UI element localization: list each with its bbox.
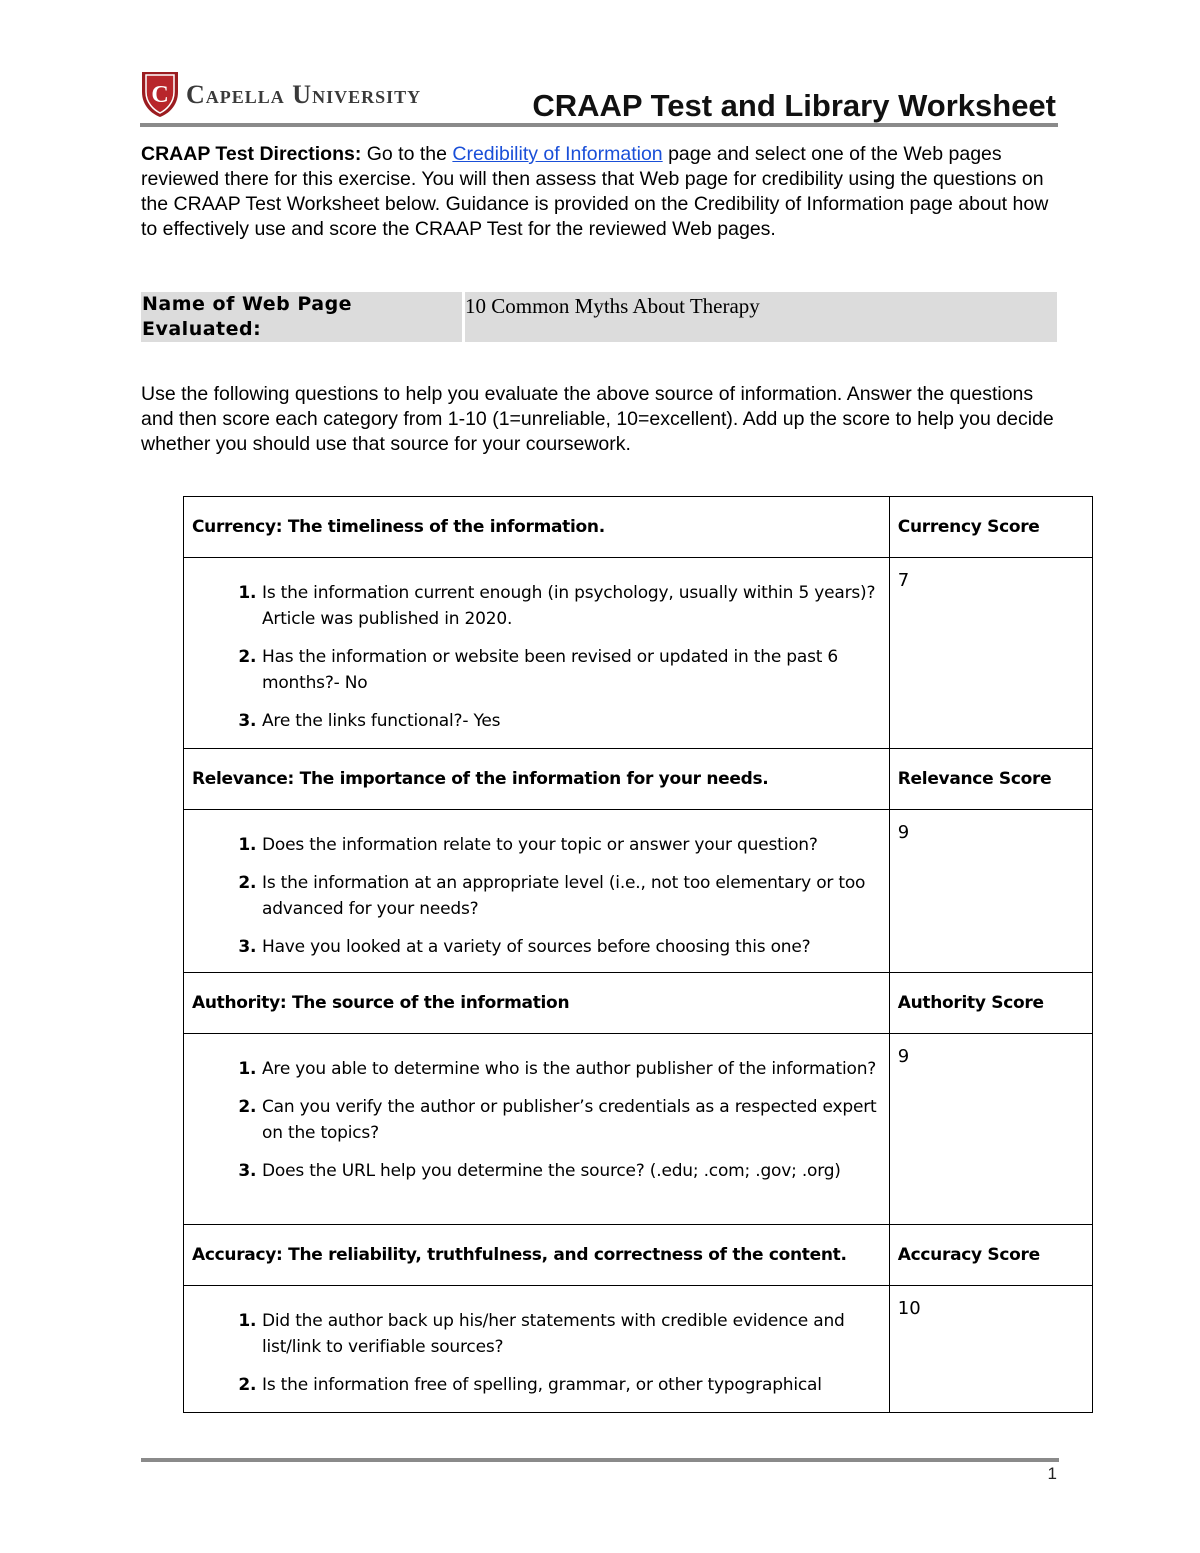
relevance-score-label: Relevance Score — [889, 749, 1092, 810]
currency-questions-cell — [184, 558, 890, 749]
footer-divider — [141, 1458, 1059, 1462]
accuracy-score-value[interactable]: 10 — [889, 1286, 1092, 1413]
question-item: 3. Does the URL help you determine the source? (.edu; .com; .gov; .org) — [262, 1158, 881, 1184]
relevance-questions-cell — [184, 810, 890, 973]
craap-table — [183, 496, 1093, 1413]
question-item: 1. Did the author back up his/her statements with credible evidence and list/link to verifiable sources? — [262, 1308, 881, 1360]
authority-body-row — [184, 1034, 1093, 1225]
accuracy-header-row — [184, 1225, 1093, 1286]
authority-questions-cell — [184, 1034, 890, 1225]
credibility-of-information-link[interactable]: Credibility of Information — [452, 143, 663, 165]
currency-score-value[interactable]: 7 — [889, 558, 1092, 749]
webpage-name-label: Name of Web Page Evaluated: — [141, 292, 462, 342]
directions-text-before-link: Go to the — [361, 143, 453, 165]
authority-score-value[interactable]: 9 — [889, 1034, 1092, 1225]
authority-score-label: Authority Score — [889, 973, 1092, 1034]
relevance-question-list — [192, 832, 881, 960]
question-item: 3. Have you looked at a variety of sources before choosing this one? — [262, 934, 881, 960]
directions-lead: CRAAP Test Directions: — [141, 143, 362, 165]
relevance-body-row — [184, 810, 1093, 973]
header-divider — [140, 123, 1058, 127]
relevance-score-value[interactable]: 9 — [889, 810, 1092, 973]
question-item: 1. Does the information relate to your topic or answer your question? — [262, 832, 881, 858]
authority-header-row — [184, 973, 1093, 1034]
university-logo-text: Capella University — [186, 80, 422, 109]
page-number: 1 — [1047, 1464, 1057, 1483]
question-item: 2. Has the information or website been revised or updated in the past 6 months?- No — [262, 644, 881, 696]
accuracy-heading: Accuracy: The reliability, truthfulness, and correctness of the content. — [184, 1225, 890, 1286]
currency-heading: Currency: The timeliness of the information. — [184, 497, 890, 558]
document-title: CRAAP Test and Library Worksheet — [532, 88, 1056, 123]
instructions-paragraph: Use the following questions to help you evaluate the above source of information. Answer the questions and then score each category from 1-10 (1=unreliable, 10=excellent). Add up the score to help you decide whether you should use that source for your coursework. — [141, 383, 1054, 455]
question-item: 1. Is the information current enough (in psychology, usually within 5 years)? Article was published in 2020. — [262, 580, 881, 632]
directions-text-after-link: page and select one of the Web pages reviewed there for this exercise. You will then assess that Web page for credibility using the questions on the CRAAP Test Worksheet below. Guidance is provided on the Credibility of Information page about how to effectively use and score the CRAAP Test for the reviewed Web pages. — [141, 143, 1049, 240]
relevance-heading: Relevance: The importance of the information for your needs. — [184, 749, 890, 810]
webpage-name-row — [141, 292, 1057, 342]
question-item: 2. Is the information free of spelling, grammar, or other typographical — [262, 1372, 881, 1398]
authority-question-list — [192, 1056, 881, 1184]
accuracy-questions-cell — [184, 1286, 890, 1413]
question-item: 2. Is the information at an appropriate level (i.e., not too elementary or too advanced for your needs? — [262, 870, 881, 922]
currency-header-row — [184, 497, 1093, 558]
currency-score-label: Currency Score — [889, 497, 1092, 558]
accuracy-question-list — [192, 1308, 881, 1398]
relevance-header-row — [184, 749, 1093, 810]
question-item: 2. Can you verify the author or publisher’s credentials as a respected expert on the topics? — [262, 1094, 881, 1146]
currency-question-list — [192, 580, 881, 734]
currency-body-row — [184, 558, 1093, 749]
svg-text:C: C — [151, 82, 169, 108]
question-item: 1. Are you able to determine who is the author publisher of the information? — [262, 1056, 881, 1082]
question-item: 3. Are the links functional?- Yes — [262, 708, 881, 734]
webpage-name-field[interactable]: 10 Common Myths About Therapy — [465, 292, 1057, 342]
accuracy-score-label: Accuracy Score — [889, 1225, 1092, 1286]
authority-heading: Authority: The source of the information — [184, 973, 890, 1034]
accuracy-body-row — [184, 1286, 1093, 1413]
capella-shield-icon — [140, 70, 180, 118]
directions-paragraph — [141, 142, 1059, 242]
page-header — [140, 68, 1058, 128]
